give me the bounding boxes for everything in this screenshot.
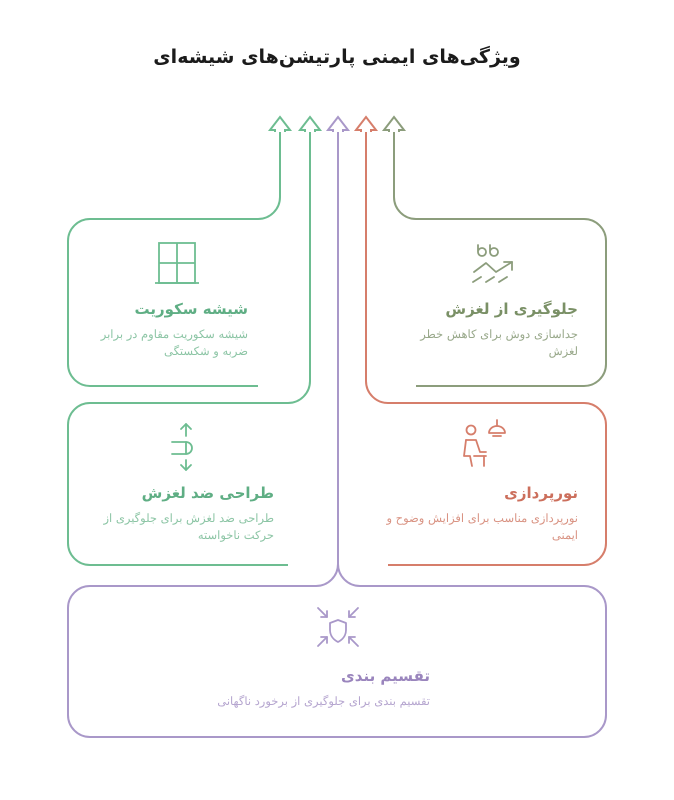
card-description: طراحی ضد لغزش برای جلوگیری از حرکت ناخواسته <box>103 511 274 542</box>
card-lighting <box>380 484 578 543</box>
card-title: شیشه سکوریت <box>134 300 248 318</box>
shield-arrows-icon <box>318 608 358 646</box>
card-title: نورپردازی <box>504 484 578 502</box>
card-anti-slip <box>410 300 578 359</box>
arrow-head-division <box>328 117 348 132</box>
arrow-head-anti-slip <box>384 117 404 132</box>
card-anti-slip-design <box>88 484 274 543</box>
card-title: جلوگیری از لغزش <box>445 300 578 318</box>
window-icon <box>155 243 199 283</box>
arrow-head-lighting <box>356 117 376 132</box>
card-title: تقسیم بندی <box>341 667 430 685</box>
card-title: طراحی ضد لغزش <box>141 484 274 502</box>
slide-arrows-icon <box>172 424 192 470</box>
card-tempered-glass <box>88 300 248 359</box>
card-description: شیشه سکوریت مقاوم در برابر ضربه و شکستگی <box>100 327 248 358</box>
lamp-person-icon <box>464 420 505 466</box>
card-description: تقسیم بندی برای جلوگیری از برخورد ناگهانی <box>217 694 430 708</box>
card-description: نورپردازی مناسب برای افزایش وضوح و ایمنی <box>386 511 578 542</box>
card-division <box>130 667 430 710</box>
arrow-head-anti-slip-design <box>300 117 320 132</box>
arrow-head-tempered-glass <box>270 117 290 132</box>
diagram-title: ویژگی‌های ایمنی پارتیشن‌های شیشه‌ای <box>153 46 521 68</box>
card-division-outline <box>68 132 606 737</box>
card-description: جداسازی دوش برای کاهش خطر لغزش <box>420 327 578 358</box>
slip-trend-icon <box>473 245 512 282</box>
